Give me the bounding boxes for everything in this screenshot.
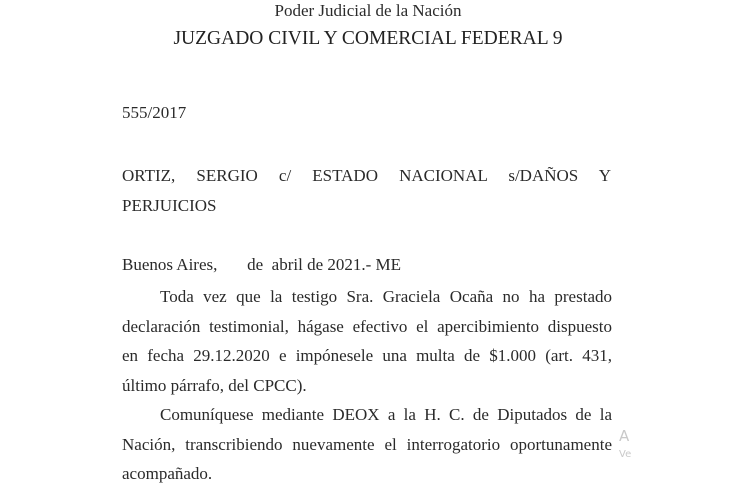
- paragraph-line: en fecha 29.12.2020 e impónesele una multa de $1.000 (art. 431,: [122, 346, 612, 365]
- case-caption: [122, 161, 611, 221]
- watermark-line: A: [619, 427, 630, 445]
- activation-watermark: [619, 429, 631, 460]
- case-caption-line: PERJUICIOS: [122, 196, 217, 215]
- court-name: Poder Judicial de la Nación: [274, 1, 462, 20]
- paragraph-line: Comuníquese mediante DEOX a la H. C. de Diputados de la: [160, 405, 612, 424]
- paragraph-line: Toda vez que la testigo Sra. Graciela Ocaña no ha prestado: [160, 287, 612, 306]
- juzgado-title: JUZGADO CIVIL Y COMERCIAL FEDERAL 9: [173, 28, 563, 49]
- paragraph-line: declaración testimonial, hágase efectivo el apercibimiento dispuesto: [122, 316, 612, 336]
- date-line: Buenos Aires, de abril de 2021.- ME: [122, 255, 402, 274]
- expediente-number: 555/2017: [122, 103, 187, 122]
- case-caption-line: ORTIZ, SERGIO c/ ESTADO NACIONAL s/DAÑOS Y: [122, 166, 611, 185]
- paragraph-line: Nación, transcribiendo nuevamente el interrogatorio oportunamente: [122, 434, 612, 454]
- watermark-line: Ve: [619, 449, 632, 460]
- paragraph-line: acompañado.: [122, 464, 213, 483]
- paragraph-1: [122, 282, 612, 400]
- paragraph-line: último párrafo, del CPCC).: [122, 375, 307, 395]
- paragraph-2: [122, 400, 612, 487]
